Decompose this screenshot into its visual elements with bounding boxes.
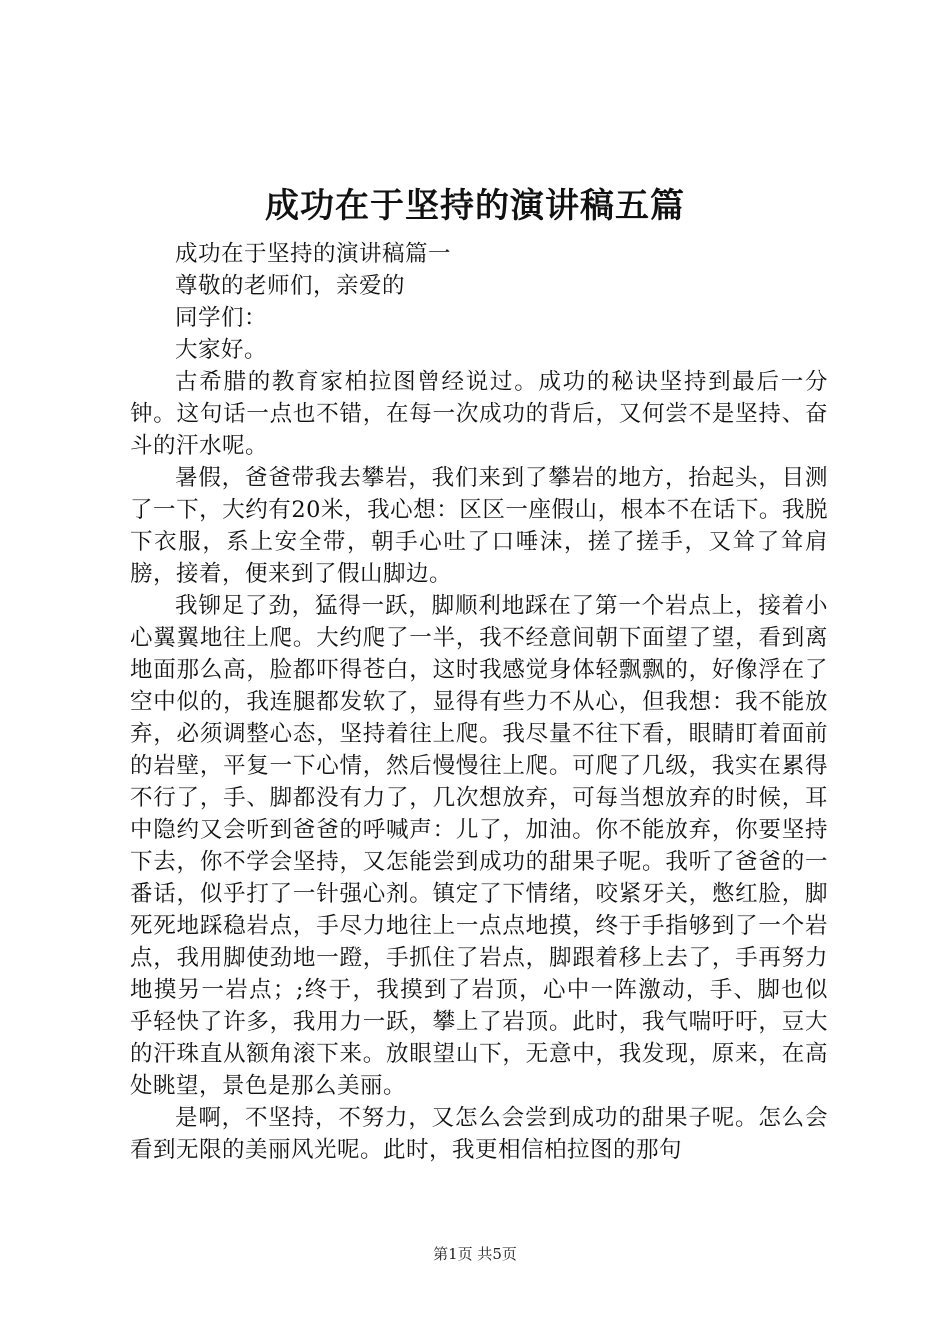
page-footer: 第1页 共5页 bbox=[433, 1245, 517, 1263]
paragraph-quote-intro: 古希腊的教育家柏拉图曾经说过。成功的秘诀坚持到最后一分钟。这句话一点也不错，在每一次成功的背后，又何尝不是坚持、奋斗的汗水呢。 bbox=[130, 369, 828, 459]
paragraph-climbing-story: 我铆足了劲，猛得一跃，脚顺利地踩在了第一个岩点上，接着小心翼翼地往上爬。大约爬了一半，我不经意间朝下面望了望，看到离地面那么高，脸都吓得苍白，这时我感觉身体轻飘飘的，好像浮在了空中似的，我连腿都发软了，显得有些力不从心，但我想：我不能放弃，必须调整心态，坚持着往上爬。我尽量不往下看，眼睛盯着面前的岩壁，平复一下心情，然后慢慢往上爬。可爬了几级，我实在累得不行了，手、脚都没有力了，几次想放弃，可每当想放弃的时候，耳中隐约又会听到爸爸的呼喊声：儿了，加油。你不能放弃，你要坚持下去，你不学会坚持，又怎能尝到成功的甜果子呢。我听了爸爸的一番话，似乎打了一针强心剂。镇定了下情绪，咬紧牙关，憋红脸，脚死死地踩稳岩点，手尽力地往上一点点地摸，终于手指够到了一个岩点，我用脚使劲地一蹬，手抓住了岩点，脚跟着移上去了，手再努力地摸另一岩点；;终于，我摸到了岩顶，心中一阵激动，手、脚也似乎轻快了许多，我用力一跃，攀上了岩顶。此时，我气喘吁吁，豆大的汗珠直从额角滚下来。放眼望山下，无意中，我发现，原来，在高处眺望，景色是那么美丽。 bbox=[130, 593, 828, 1099]
paragraph-summer-climbing: 暑假，爸爸带我去攀岩，我们来到了攀岩的地方，抬起头，目测了一下，大约有20米，我心想：区区一座假山，根本不在话下。我脱下衣服，系上安全带，朝手心吐了口唾沫，搓了搓手，又耸了耸肩膀，接着，便来到了假山脚边。 bbox=[130, 465, 828, 587]
document-title: 成功在于坚持的演讲稿五篇 bbox=[265, 186, 685, 226]
paragraph-salutation: 尊敬的老师们，亲爱的 bbox=[175, 273, 406, 299]
document-body bbox=[130, 238, 828, 1166]
paragraph-section-heading: 成功在于坚持的演讲稿篇一 bbox=[175, 241, 452, 267]
paragraph-greeting: 大家好。 bbox=[175, 337, 268, 363]
paragraph-conclusion: 是啊，不坚持，不努力，又怎么会尝到成功的甜果子呢。怎么会看到无限的美丽风光呢。此时，我更相信柏拉图的那句 bbox=[130, 1105, 828, 1163]
paragraph-salutation-continued: 同学们： bbox=[175, 305, 268, 331]
